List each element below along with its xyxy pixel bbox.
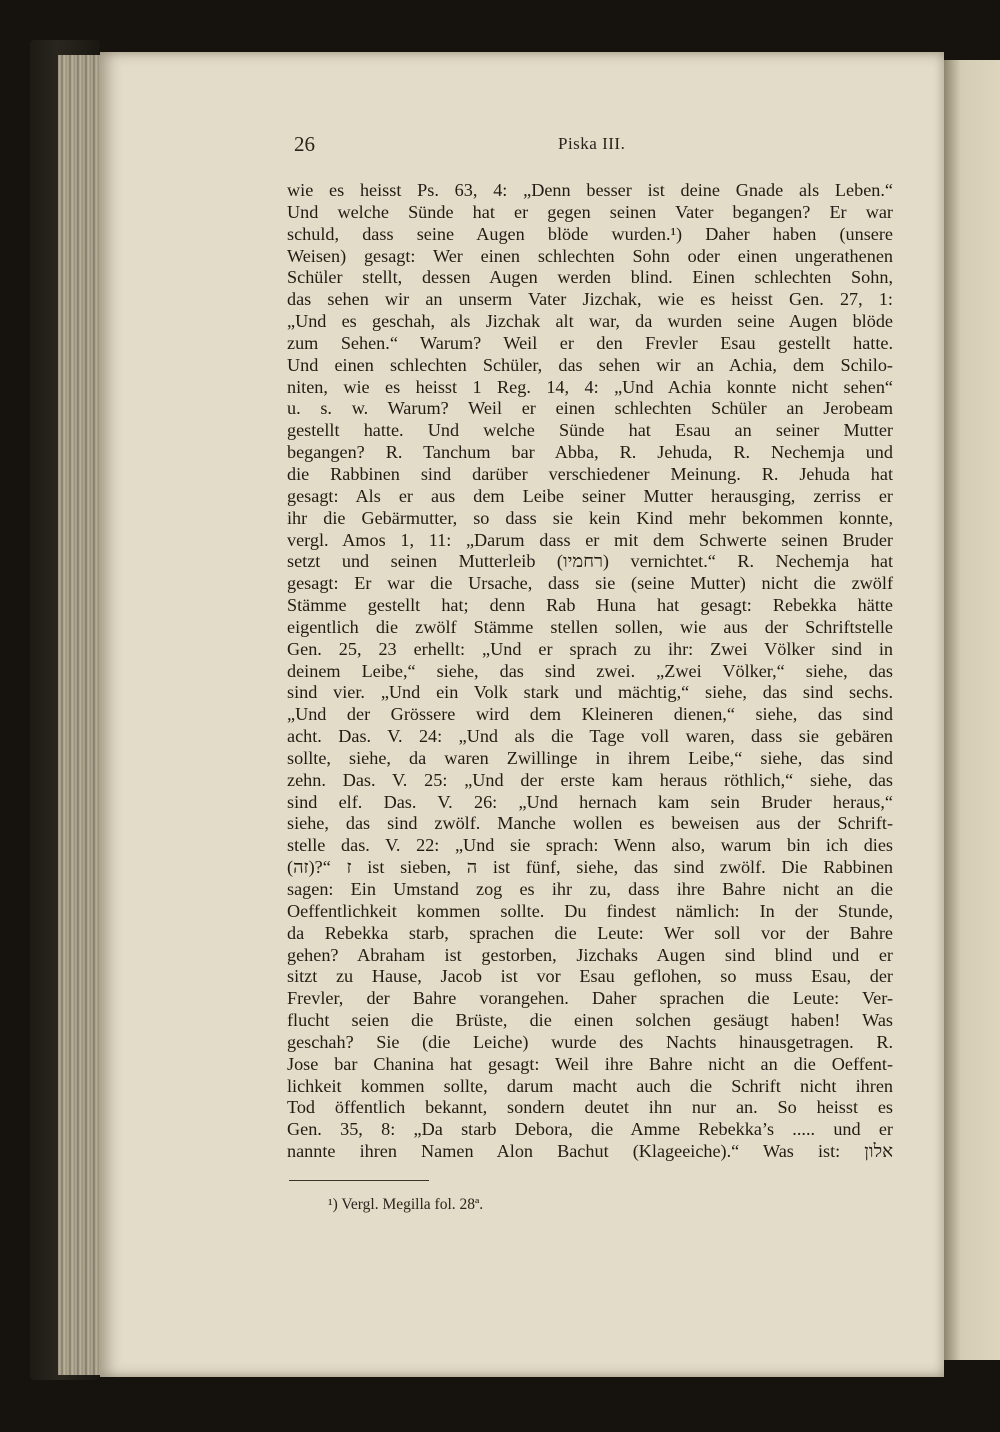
text-line: u. s. w. Warum? Weil er einen schlechten Schüler an Jerobeam bbox=[287, 398, 893, 419]
text-line: zum Sehen.“ Warum? Weil er den Frevler Esau gestellt hatte. bbox=[287, 332, 893, 353]
text-line: Tod öffentlich bekannt, sondern deutet ihn nur an. So heisst es bbox=[287, 1097, 893, 1118]
page-header bbox=[294, 132, 894, 158]
page-number: 26 bbox=[294, 132, 315, 156]
text-line: gesagt: Als er aus dem Leibe seiner Mutter herausging, zerriss er bbox=[287, 485, 893, 506]
text-line: deinem Leibe,“ siehe, das sind zwei. „Zwei Völker,“ siehe, das bbox=[287, 660, 893, 681]
text-line: Frevler, der Bahre vorangehen. Daher sprachen die Leute: Ver- bbox=[287, 988, 893, 1009]
text-line: geschah? Sie (die Leiche) wurde des Nachts hinausgetragen. R. bbox=[287, 1031, 893, 1052]
text-line: stelle das. V. 22: „Und sie sprach: Wenn also, warum bin ich dies bbox=[287, 835, 893, 856]
text-line: eigentlich die zwölf Stämme stellen sollen, wie aus der Schriftstelle bbox=[287, 616, 893, 637]
text-line: Gen. 25, 23 erhellt: „Und er sprach zu ihr: Zwei Völker sind in bbox=[287, 638, 893, 659]
text-line: Und einen schlechten Schüler, das sehen wir an Achia, dem Schilo- bbox=[287, 354, 893, 375]
text-line: sollte, siehe, da waren Zwillinge in ihrem Leibe,“ siehe, das sind bbox=[287, 747, 893, 768]
text-line: (זה)?“ ז ist sieben, ה ist fünf, siehe, das sind zwölf. Die Rabbinen bbox=[287, 857, 893, 878]
text-line: Schüler stellt, dessen Augen werden blind. Einen schlechten Sohn, bbox=[287, 267, 893, 288]
text-line: sind vier. „Und ein Volk stark und mächtig,“ siehe, das sind sechs. bbox=[287, 682, 893, 703]
text-line: gestellt hatte. Und welche Sünde hat Esau an seiner Mutter bbox=[287, 420, 893, 441]
text-line: das sehen wir an unserm Vater Jizchak, wie es heisst Gen. 27, 1: bbox=[287, 289, 893, 310]
text-line: Stämme gestellt hat; denn Rab Huna hat gesagt: Rebekka hätte bbox=[287, 595, 893, 616]
text-line: nannte ihren Namen Alon Bachut (Klageeiche).“ Was ist: אלון bbox=[287, 1141, 893, 1162]
text-line: Jose bar Chanina hat gesagt: Weil ihre Bahre nicht an die Oeffent- bbox=[287, 1053, 893, 1074]
text-line: sagen: Ein Umstand zog es ihr zu, dass ihre Bahre nicht an die bbox=[287, 879, 893, 899]
text-line: flucht seien die Brüste, die einen solchen gesäugt haben! Was bbox=[287, 1010, 893, 1031]
text-line: Und welche Sünde hat er gegen seinen Vater begangen? Er war bbox=[287, 201, 893, 222]
text-line: sind elf. Das. V. 26: „Und hernach kam sein Bruder heraus,“ bbox=[287, 791, 893, 812]
running-head: Piska III. bbox=[558, 134, 626, 153]
text-line: „Und der Grössere wird dem Kleineren dienen,“ siehe, das sind bbox=[287, 704, 893, 725]
text-line: „Und es geschah, als Jizchak alt war, da wurden seine Augen blöde bbox=[287, 311, 893, 332]
text-line: begangen? R. Tanchum bar Abba, R. Jehuda, R. Nechemja und bbox=[287, 442, 893, 463]
text-line: ihr die Gebärmutter, so dass sie kein Kind mehr bekommen konnte, bbox=[287, 507, 893, 528]
facing-page-edge bbox=[944, 60, 1000, 1360]
footnote-rule bbox=[289, 1180, 429, 1181]
text-line: sitzt zu Hause, Jacob ist vor Esau geflohen, so muss Esau, der bbox=[287, 966, 893, 987]
text-line: siehe, das sind zwölf. Manche wollen es beweisen aus der Schrift- bbox=[287, 813, 893, 834]
text-line: gehen? Abraham ist gestorben, Jizchaks Augen sind blind und er bbox=[287, 944, 893, 965]
text-line: Oeffentlichkeit kommen sollte. Du findest nämlich: In der Stunde, bbox=[287, 900, 893, 921]
body-text bbox=[287, 180, 893, 1163]
text-line: vergl. Amos 1, 11: „Darum dass er mit dem Schwerte seinen Bruder bbox=[287, 529, 893, 550]
text-line: setzt und seinen Mutterleib (רחמיו) vernichtet.“ R. Nechemja hat bbox=[287, 551, 893, 572]
text-line: zehn. Das. V. 25: „Und der erste kam heraus röthlich,“ siehe, das bbox=[287, 769, 893, 790]
text-line: Weisen) gesagt: Wer einen schlechten Sohn oder einen ungerathenen bbox=[287, 245, 893, 266]
text-line: gesagt: Er war die Ursache, dass sie (seine Mutter) nicht die zwölf bbox=[287, 573, 893, 594]
text-line: Gen. 35, 8: „Da starb Debora, die Amme Rebekka’s ..... und er bbox=[287, 1119, 893, 1140]
text-line: niten, wie es heisst 1 Reg. 14, 4: „Und Achia konnte nicht sehen“ bbox=[287, 376, 893, 397]
text-line: schuld, dass seine Augen blöde wurden.¹) Daher haben (unsere bbox=[287, 223, 893, 244]
text-line: die Rabbinen sind darüber verschiedener Meinung. R. Jehuda hat bbox=[287, 463, 893, 484]
text-line: lichkeit kommen sollte, darum macht auch die Schrift nicht ihren bbox=[287, 1075, 893, 1096]
text-line: acht. Das. V. 24: „Und als die Tage voll waren, dass sie gebären bbox=[287, 726, 893, 747]
text-line: wie es heisst Ps. 63, 4: „Denn besser ist deine Gnade als Leben.“ bbox=[287, 180, 893, 200]
footnote: ¹) Vergl. Megilla fol. 28ª. bbox=[328, 1196, 484, 1213]
text-line: da Rebekka starb, sprachen die Leute: Wer soll vor der Bahre bbox=[287, 922, 893, 943]
